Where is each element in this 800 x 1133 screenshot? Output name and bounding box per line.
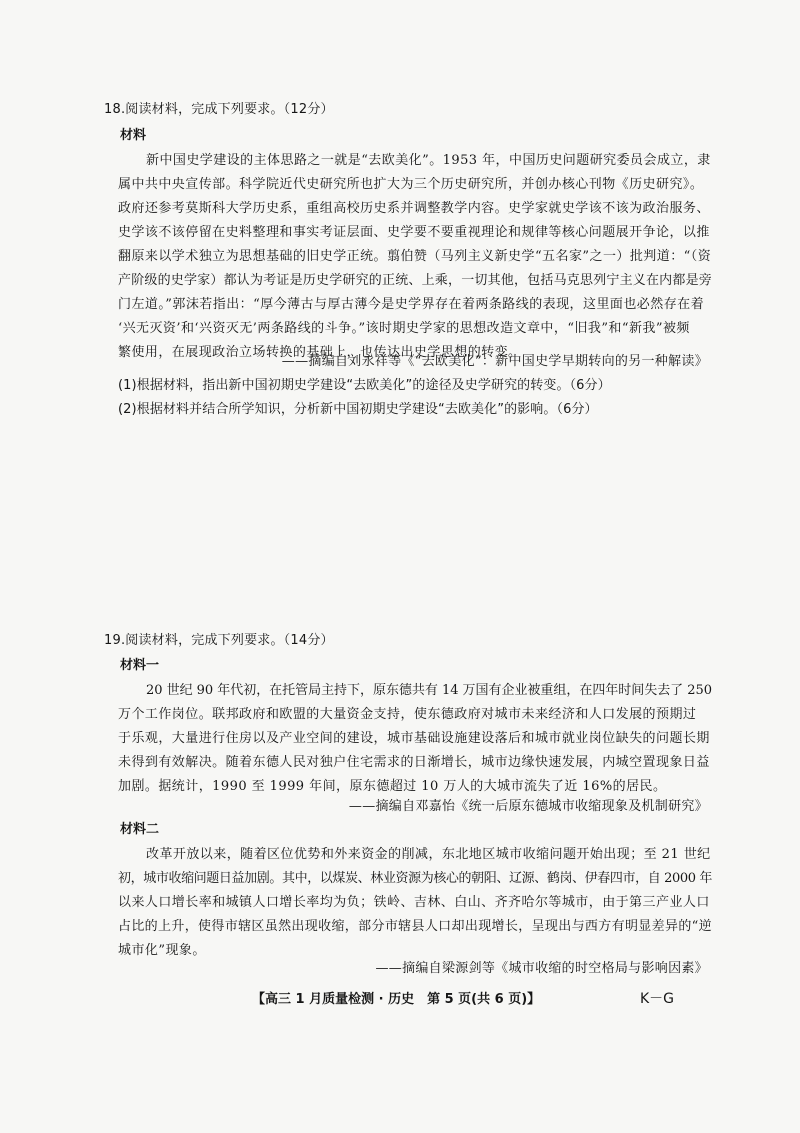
q19-material1-line: 万个工作岗位。联邦政府和欧盟的大量资金支持，使东德政府对城市未来经济和人口发展的预期过: [118, 707, 697, 722]
q19-material2-line: 初，城市收缩问题日益加剧。其中，以煤炭、林业资源为核心的朝阳、辽源、鹤岗、伊春四市，自 2000 年: [118, 871, 712, 886]
q18-subquestion-2: (2)根据材料并结合所学知识，分析新中国初期史学建设“去欧美化”的影响。（6分）: [118, 402, 598, 417]
q19-material2-line: 占比的上升，使得市辖区虽然出现收缩，部分市辖县人口却出现增长，呈现出与西方有明显差异的“逆: [118, 919, 712, 934]
q18-material-line: 产阶级的史学家）都认为考证是历史学研究的正统、上乘，一切其他，包括马克思列宁主义在内都是旁: [118, 273, 712, 288]
q19-material1-label: 材料一: [120, 658, 160, 673]
q18-material-line: 繁使用，在展现政治立场转换的基础上，也传达出史学思想的转变。: [118, 345, 522, 360]
q19-material2-line: 城市化”现象。: [118, 943, 206, 958]
q18-material-label: 材料: [120, 128, 147, 143]
q18-material-line: ‘兴无灭资’和‘兴资灭无’两条路线的斗争。”该时期史学家的思想改造文章中，“旧我”和“新我”被频: [118, 321, 690, 336]
q18-subquestion-1: (1)根据材料，指出新中国初期史学建设“去欧美化”的途径及史学研究的转变。（6分）: [118, 378, 611, 393]
q19-material1-source: ——摘编自邓嘉怡《统一后原东德城市收缩现象及机制研究》: [348, 799, 708, 814]
q19-material1-line: 加剧。据统计，1990 至 1999 年间，原东德超过 10 万人的大城市流失了近 16%的居民。: [118, 779, 667, 794]
q19-material1-line: 未得到有效解决。随着东德人民对独户住宅需求的日渐增长，城市边缘快速发展，内城空置现象日益: [118, 755, 710, 770]
q18-material-line: 翻原来以学术独立为思想基础的旧史学正统。翦伯赞（马列主义新史学“五名家”之一）批判道：“（资: [118, 249, 712, 264]
q18-material-line: 史学该不该停留在史料整理和事实考证层面、史学要不要重视理论和规律等核心问题展开争论，以推: [118, 225, 710, 240]
q19-material1-line: 于乐观，大量进行住房以及产业空间的建设，城市基础设施建设落后和城市就业岗位缺失的问题长期: [118, 731, 710, 746]
q18-source: ——摘编自刘永祥等《“去欧美化”：新中国史学早期转向的另一种解读》: [281, 354, 708, 369]
q19-material2-line: 以来人口增长率和城镇人口增长率均为负；铁岭、吉林、白山、齐齐哈尔等城市，由于第三产业人口: [118, 895, 710, 910]
question-19-header: 19.阅读材料，完成下列要求。（14分）: [104, 633, 334, 648]
exam-code: K－G: [640, 991, 675, 1007]
q19-material2-label: 材料二: [120, 822, 160, 837]
q19-material1-line: 20 世纪 90 年代初，在托管局主持下，原东德共有 14 万国有企业被重组，在四年时间失去了 250: [146, 683, 712, 698]
q18-material-line: 政府还参考莫斯科大学历史系，重组高校历史系并调整教学内容。史学家就史学该不该为政治服务、: [118, 201, 710, 216]
q19-material2-source: ——摘编自梁源剑等《城市收缩的时空格局与影响因素》: [375, 961, 708, 976]
q18-material-line: 新中国史学建设的主体思路之一就是“去欧美化”。1953 年，中国历史问题研究委员会成立，隶: [146, 153, 711, 168]
page-footer: 【高三 1 月质量检测 · 历史 第 5 页(共 6 页)】: [252, 992, 541, 1007]
question-18-header: 18.阅读材料，完成下列要求。（12分）: [104, 102, 334, 117]
q18-material-line: 属中共中央宣传部。科学院近代史研究所也扩大为三个历史研究所，并创办核心刊物《历史研究》。: [118, 177, 704, 192]
q19-material2-line: 改革开放以来，随着区位优势和外来资金的削减，东北地区城市收缩问题开始出现；至 21 世纪: [146, 847, 711, 862]
q18-material-line: 门左道。”郭沫若指出：“厚今薄古与厚古薄今是史学界存在着两条路线的表现，这里面也必然存在着: [118, 297, 705, 312]
